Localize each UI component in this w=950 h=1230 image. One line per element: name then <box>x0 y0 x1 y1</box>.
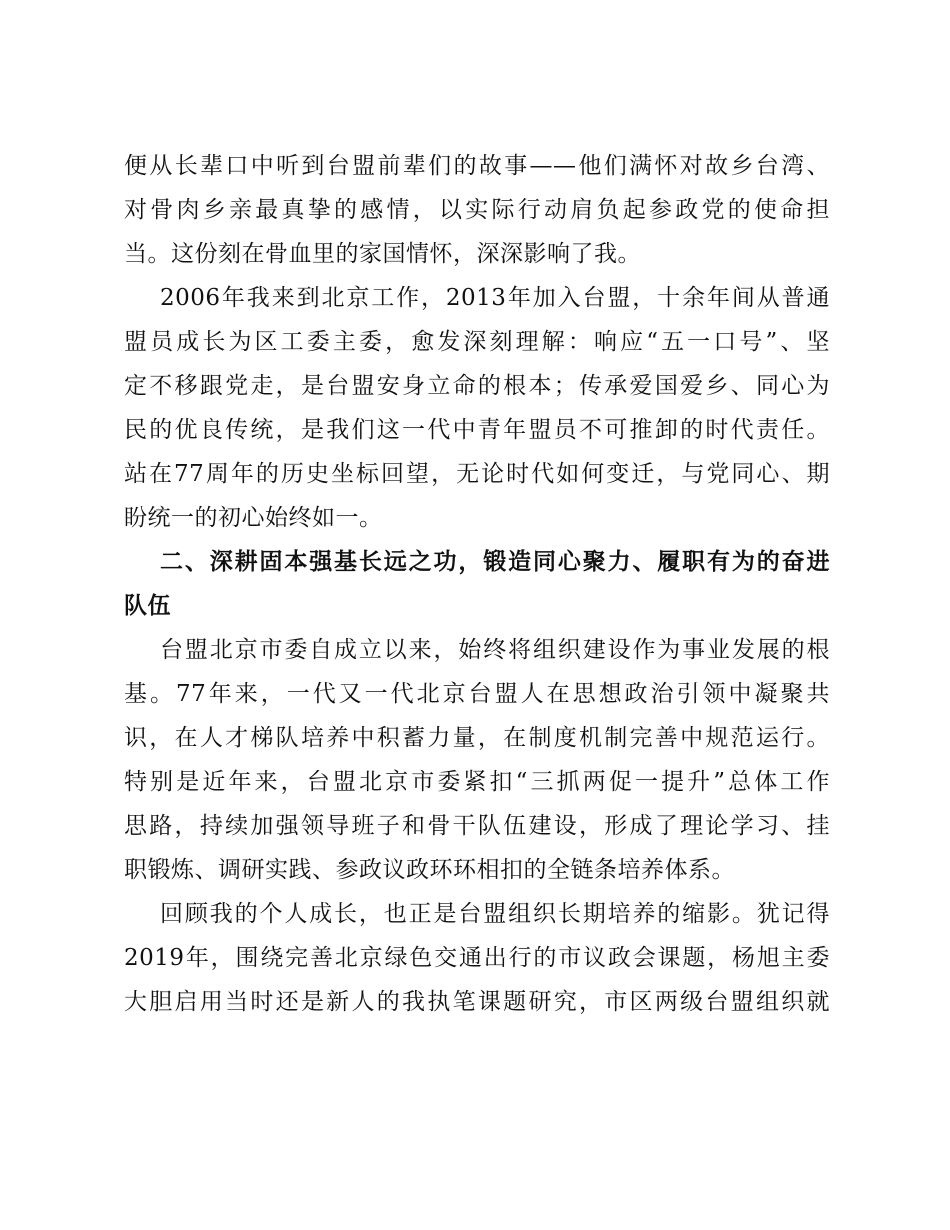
text-line: 对骨肉乡亲最真挚的感情，以实际行动肩负起参政党的使命担 <box>124 197 830 223</box>
text-line: 站在77周年的历史坐标回望，无论时代如何变迁，与党同心、期 <box>124 461 830 487</box>
paragraph-1 <box>124 144 830 276</box>
text-line: 职锻炼、调研实践、参政议政环环相扣的全链条培养体系。 <box>124 857 735 883</box>
text-line: 大胆启用当时还是新人的我执笔课题研究，市区两级台盟组织就 <box>124 989 830 1015</box>
text-line: 盟员成长为区工委主委，愈发深刻理解：响应“五一口号”、坚 <box>124 329 830 355</box>
text-line: 思路，持续加强领导班子和骨干队伍建设，形成了理论学习、挂 <box>124 813 830 839</box>
text-line: 2006年我来到北京工作，2013年加入台盟，十余年间从普通 <box>160 285 830 311</box>
heading-line: 队伍 <box>124 593 171 619</box>
text-line: 便从长辈口中听到台盟前辈们的故事——他们满怀对故乡台湾、 <box>124 153 830 179</box>
text-line: 定不移跟党走，是台盟安身立命的根本；传承爱国爱乡、同心为 <box>124 373 830 399</box>
document-body <box>124 144 830 1024</box>
paragraph-3 <box>124 628 830 892</box>
section-heading <box>124 540 830 628</box>
text-line: 民的优良传统，是我们这一代中青年盟员不可推卸的时代责任。 <box>124 417 830 443</box>
paragraph-2 <box>124 276 830 540</box>
text-line: 盼统一的初心始终如一。 <box>124 505 383 531</box>
text-line: 特别是近年来，台盟北京市委紧扣“三抓两促一提升”总体工作 <box>124 769 830 795</box>
paragraph-4 <box>124 892 830 1024</box>
text-line: 当。这份刻在骨血里的家国情怀，深深影响了我。 <box>124 241 641 267</box>
text-line: 识，在人才梯队培养中积蓄力量，在制度机制完善中规范运行。 <box>124 725 830 751</box>
text-line: 台盟北京市委自成立以来，始终将组织建设作为事业发展的根 <box>160 637 830 663</box>
text-line: 2019年，围绕完善北京绿色交通出行的市议政会课题，杨旭主委 <box>124 945 830 971</box>
text-line: 基。77年来，一代又一代北京台盟人在思想政治引领中凝聚共 <box>124 681 830 707</box>
heading-line: 二、深耕固本强基长远之功，锻造同心聚力、履职有为的奋进 <box>160 549 830 575</box>
text-line: 回顾我的个人成长，也正是台盟组织长期培养的缩影。犹记得 <box>160 901 830 927</box>
